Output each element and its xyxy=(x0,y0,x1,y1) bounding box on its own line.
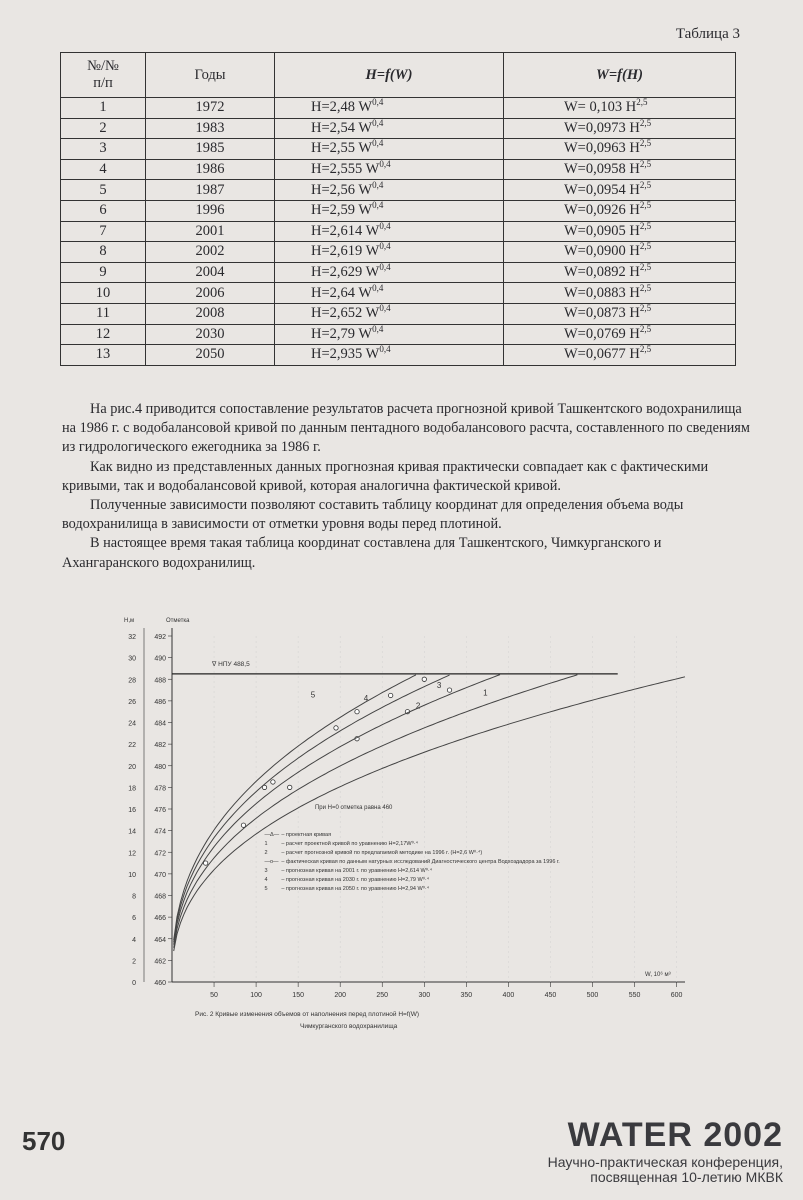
x-tick-label: 500 xyxy=(586,992,599,999)
cell-year-value: 1983 xyxy=(195,119,225,136)
cell-year-value: 1972 xyxy=(195,99,225,116)
cell-h-value: H=2,59 xyxy=(311,202,356,219)
cell-year-value: 2050 xyxy=(195,346,225,363)
data-point xyxy=(422,677,426,681)
x-tick-label: 250 xyxy=(376,992,389,999)
cell-year xyxy=(146,283,275,304)
cell-h xyxy=(275,283,504,304)
series-label: 5 xyxy=(310,690,316,700)
cell-num xyxy=(61,345,146,366)
cell-h xyxy=(275,262,504,283)
cell-h-exponent: 0,4 xyxy=(372,200,384,211)
elev-tick-label: 466 xyxy=(154,915,166,923)
legend-key: 1 xyxy=(264,841,268,848)
cell-num xyxy=(61,324,146,345)
cell-h-variable: W xyxy=(365,346,380,363)
data-point xyxy=(388,693,392,697)
x-tick-label: 350 xyxy=(460,992,473,999)
cell-h xyxy=(275,242,504,263)
h-tick-label: 32 xyxy=(128,634,136,641)
cell-w-variable: H xyxy=(629,305,640,322)
cell-h-variable: W xyxy=(365,222,380,239)
cell-year xyxy=(146,345,275,366)
cell-h xyxy=(275,345,504,366)
cell-year xyxy=(146,159,275,180)
cell-year-value: 1986 xyxy=(195,161,225,178)
h-tick-label: 24 xyxy=(128,720,136,728)
cell-w-exponent: 2,5 xyxy=(639,303,652,314)
cell-year-value: 1996 xyxy=(195,202,225,219)
table-row xyxy=(61,139,736,160)
cell-num-value: 7 xyxy=(99,222,107,239)
elev-tick-label: 464 xyxy=(154,936,166,944)
cell-w-exponent: 2,5 xyxy=(639,220,652,231)
cell-h-variable: W xyxy=(358,325,373,342)
cell-h-variable: W xyxy=(358,140,373,157)
cell-year xyxy=(146,221,275,242)
cell-w-value: W=0,0963 xyxy=(564,140,626,157)
paragraph: В настоящее время такая таблица координат составлена для Ташкентского, Чимкурганского и Ахангаранского водохранилищ. xyxy=(62,535,662,571)
figure-caption-line1: Рис. 2 Кривые изменения объемов от наполнения перед плотиной H=f(W) xyxy=(195,1011,420,1018)
elev-tick-label: 478 xyxy=(154,785,166,793)
cell-w-exponent: 2,5 xyxy=(636,97,648,108)
cell-h xyxy=(275,98,504,119)
cell-w-variable: H xyxy=(629,325,640,342)
cell-num-value: 6 xyxy=(99,202,107,219)
legend-key: —o— xyxy=(264,859,279,866)
h-tick-label: 12 xyxy=(128,850,136,858)
table-body xyxy=(61,98,736,366)
x-tick-label: 200 xyxy=(334,992,347,999)
cell-h-exponent: 0,4 xyxy=(372,179,384,190)
x-tick-label: 550 xyxy=(628,992,641,999)
table-row xyxy=(61,221,736,242)
cell-h-value: H=2,619 xyxy=(311,243,363,260)
cell-h-exponent: 0,4 xyxy=(372,138,384,149)
series-curve-1 xyxy=(174,677,685,951)
cell-h-value: H=2,614 xyxy=(311,222,363,239)
elev-tick-label: 480 xyxy=(154,763,166,771)
cell-num xyxy=(61,262,146,283)
cell-w-exponent: 2,5 xyxy=(639,179,652,190)
elev-tick-label: 476 xyxy=(154,807,166,814)
legend-text: – расчет проектной кривой по уравнению H=2,17W⁰·⁴ xyxy=(281,841,419,848)
h-tick-label: 14 xyxy=(128,828,136,836)
series-label: 1 xyxy=(483,688,488,698)
series-label: 4 xyxy=(363,693,369,703)
cell-h xyxy=(275,200,504,221)
legend-key: 5 xyxy=(264,886,268,893)
cell-w xyxy=(504,345,736,366)
y-label-left: H,м xyxy=(124,618,135,624)
elev-tick-label: 484 xyxy=(154,720,166,728)
cell-h-variable: W xyxy=(358,99,373,116)
cell-w-variable: H xyxy=(629,119,640,136)
cell-num-value: 10 xyxy=(95,284,111,301)
cell-w xyxy=(504,221,736,242)
cell-w-variable: H xyxy=(629,284,640,301)
cell-w-value: W=0,0769 xyxy=(564,325,626,342)
cell-num-value: 8 xyxy=(99,243,107,260)
cell-num xyxy=(61,200,146,221)
brand-subtitle-2: посвященная 10-летию МКВК xyxy=(590,1169,783,1185)
figure-caption-line2: Чимкурганского водохранилища xyxy=(300,1023,398,1030)
header-num-line1: №/№ xyxy=(87,58,119,74)
table-row xyxy=(61,283,736,304)
elev-tick-label: 488 xyxy=(154,677,166,685)
brand-title: WATER 2002 xyxy=(567,1116,783,1154)
cell-h xyxy=(275,324,504,345)
h-tick-label: 4 xyxy=(132,936,136,944)
cell-w xyxy=(504,242,736,263)
cell-h-variable: W xyxy=(358,202,373,219)
y-label-right: Отметка xyxy=(166,618,190,624)
table-row xyxy=(61,200,736,221)
cell-num xyxy=(61,118,146,139)
cell-num-value: 5 xyxy=(99,181,107,198)
cell-w-variable: H xyxy=(629,346,640,363)
figure xyxy=(100,616,710,1046)
cell-w-exponent: 2,5 xyxy=(639,159,652,170)
cell-w xyxy=(504,118,736,139)
cell-h xyxy=(275,118,504,139)
brand-subtitle-1: Научно-практическая конференция, xyxy=(547,1154,783,1170)
cell-w-exponent: 2,5 xyxy=(639,117,652,128)
elev-tick-label: 460 xyxy=(154,980,166,987)
cell-h-value: H=2,56 xyxy=(311,181,356,198)
cell-h-exponent: 0,4 xyxy=(379,303,391,314)
cell-w-variable: H xyxy=(629,181,640,198)
elev-tick-label: 472 xyxy=(154,850,166,858)
cell-num xyxy=(61,242,146,263)
elev-tick-label: 490 xyxy=(154,655,166,663)
legend-key: 2 xyxy=(264,850,268,857)
cell-w xyxy=(504,180,736,201)
cell-h-variable: W xyxy=(358,119,373,136)
h-tick-label: 22 xyxy=(128,742,136,750)
cell-num xyxy=(61,303,146,324)
h-tick-label: 20 xyxy=(128,763,136,771)
x-tick-label: 400 xyxy=(502,992,515,999)
elev-tick-label: 470 xyxy=(154,871,166,879)
header-year: Годы xyxy=(146,53,275,98)
cell-year-value: 2006 xyxy=(195,284,225,301)
h-tick-label: 28 xyxy=(128,677,136,685)
page-number: 570 xyxy=(22,1126,66,1156)
cell-num-value: 9 xyxy=(99,264,107,281)
x-tick-label: 450 xyxy=(544,992,557,999)
x-tick-label: 50 xyxy=(210,992,218,999)
cell-h-value: H=2,935 xyxy=(311,346,363,363)
cell-h-variable: W xyxy=(365,161,380,178)
cell-h xyxy=(275,303,504,324)
cell-w xyxy=(504,200,736,221)
cell-h-variable: W xyxy=(358,284,373,301)
cell-w-variable: H xyxy=(629,222,640,239)
h-tick-label: 26 xyxy=(128,698,136,706)
x-tick-label: 300 xyxy=(418,992,431,999)
cell-h-exponent: 0,4 xyxy=(372,97,384,108)
cell-h-exponent: 0,4 xyxy=(379,262,391,273)
cell-w xyxy=(504,324,736,345)
table-header-row xyxy=(61,53,736,98)
cell-w-value: W=0,0677 xyxy=(564,346,626,363)
cell-w-variable: H xyxy=(629,161,640,178)
legend-text: – фактическая кривая по данным натурных исследований Диагностического центра Водхоздадора за 1996 г. xyxy=(281,859,560,866)
cell-w-value: W=0,0900 xyxy=(564,243,626,260)
cell-w xyxy=(504,139,736,160)
table-row xyxy=(61,159,736,180)
cell-h-variable: W xyxy=(358,181,373,198)
x-tick-label: 150 xyxy=(292,992,304,999)
cell-w-exponent: 2,5 xyxy=(639,282,652,293)
cell-year-value: 2001 xyxy=(195,222,225,239)
table-row xyxy=(61,345,736,366)
table-row xyxy=(61,303,736,324)
table-row xyxy=(61,242,736,263)
data-point xyxy=(334,726,338,730)
cell-num-value: 11 xyxy=(96,305,110,322)
header-num xyxy=(61,53,146,98)
cell-year-value: 1987 xyxy=(195,181,225,198)
cell-num xyxy=(61,180,146,201)
cell-w-exponent: 2,5 xyxy=(639,241,652,252)
series-curve-2 xyxy=(174,675,578,948)
coefficients-table xyxy=(60,52,736,366)
series-curve-4 xyxy=(174,675,450,942)
x-tick-label: 600 xyxy=(670,992,683,999)
cell-h xyxy=(275,159,504,180)
cell-w-exponent: 2,5 xyxy=(639,200,652,211)
cell-num xyxy=(61,159,146,180)
data-point xyxy=(271,780,275,784)
cell-num xyxy=(61,283,146,304)
h-tick-label: 18 xyxy=(128,785,136,793)
legend-text: – прогнозная кривая на 2001 г. по уравнению H=2,614 W⁰·⁴ xyxy=(281,868,433,875)
cell-w-value: W=0,0973 xyxy=(564,119,626,136)
cell-year xyxy=(146,180,275,201)
legend-text: – прогнозная кривая на 2030 г. по уравнению H=2,79 W⁰·⁴ xyxy=(281,877,430,884)
h-tick-label: 16 xyxy=(128,807,136,814)
cell-year xyxy=(146,118,275,139)
cell-h-value: H=2,629 xyxy=(311,264,363,281)
h-tick-label: 8 xyxy=(132,893,136,901)
legend-text: – расчет прогнозной кривой по предлагаемой методике на 1996 г. (H=2,6 W⁰·⁴) xyxy=(281,850,483,857)
cell-h-value: H=2,652 xyxy=(311,305,363,322)
data-point xyxy=(447,688,451,692)
cell-num-value: 13 xyxy=(95,346,111,363)
body-text xyxy=(62,400,752,573)
cell-h-value: H=2,55 xyxy=(311,140,356,157)
cell-w-value: W=0,0958 xyxy=(564,161,626,178)
paragraph: Как видно из представленных данных прогнозная кривая практически совпадает как с фактическими кривыми, так и водобалансовой кривой, которая аналогична фактической кривой. xyxy=(62,458,709,494)
legend-key: 4 xyxy=(264,877,268,884)
cell-h xyxy=(275,180,504,201)
npu-label: ∇ НПУ 488,5 xyxy=(212,660,250,668)
header-num-line2: п/п xyxy=(93,75,113,91)
cell-num xyxy=(61,139,146,160)
cell-h-exponent: 0,4 xyxy=(372,282,384,293)
x-tick-label: 100 xyxy=(250,992,262,999)
cell-w xyxy=(504,159,736,180)
elev-tick-label: 482 xyxy=(154,742,166,750)
cell-year xyxy=(146,98,275,119)
cell-w-exponent: 2,5 xyxy=(639,138,652,149)
cell-w-variable: H xyxy=(625,99,637,116)
elev-tick-label: 492 xyxy=(154,634,166,641)
volume-curve-chart xyxy=(100,616,710,1046)
cell-h-value: H=2,64 xyxy=(311,284,356,301)
legend-key: —Δ— xyxy=(264,832,280,839)
elev-tick-label: 486 xyxy=(154,698,166,706)
cell-w xyxy=(504,303,736,324)
cell-w-value: W=0,0926 xyxy=(564,202,626,219)
cell-num xyxy=(61,221,146,242)
series-label: 3 xyxy=(436,680,442,690)
cell-num xyxy=(61,98,146,119)
table-row xyxy=(61,118,736,139)
h-tick-label: 30 xyxy=(128,655,136,663)
cell-w xyxy=(504,283,736,304)
legend-key: 3 xyxy=(264,868,268,875)
cell-h-value: H=2,555 xyxy=(311,161,363,178)
cell-year xyxy=(146,139,275,160)
legend-text: – прогнозная кривая на 2050 г. по уравнению H=2,94 W⁰·⁴ xyxy=(281,886,430,893)
elev-tick-label: 462 xyxy=(154,958,166,966)
cell-h-variable: W xyxy=(365,264,380,281)
cell-w-exponent: 2,5 xyxy=(639,323,652,334)
table-caption: Таблица 3 xyxy=(675,26,740,42)
cell-h-exponent: 0,4 xyxy=(379,159,391,170)
cell-year-value: 2030 xyxy=(195,325,225,342)
h-tick-label: 2 xyxy=(132,958,136,966)
cell-h-exponent: 0,4 xyxy=(372,323,384,334)
table-row xyxy=(61,98,736,119)
paragraph: На рис.4 приводится сопоставление результатов расчета прогнозной кривой Ташкентского водохранилища на 1986 г. с водобалансовой кривой по данным пентадного водобалансового расчта, составленного по сведениям из гидрологического ежегодника за 1986 г. xyxy=(62,401,750,456)
header-w: W=f(H) xyxy=(504,53,736,98)
chart-note: При H=0 отметка равна 460 xyxy=(314,805,393,811)
cell-w-variable: H xyxy=(629,264,640,281)
cell-num-value: 12 xyxy=(95,325,111,342)
cell-year xyxy=(146,303,275,324)
cell-year xyxy=(146,262,275,283)
cell-w-value: W=0,0905 xyxy=(564,222,626,239)
cell-w xyxy=(504,262,736,283)
cell-h-variable: W xyxy=(365,243,380,260)
x-label: W, 10⁶ м³ xyxy=(645,972,671,978)
cell-year xyxy=(146,324,275,345)
cell-num-value: 4 xyxy=(99,161,107,178)
cell-w-value: W= 0,103 xyxy=(564,99,623,116)
cell-h-value: H=2,79 xyxy=(311,325,356,342)
cell-year xyxy=(146,242,275,263)
cell-w-variable: H xyxy=(629,243,640,260)
cell-w-value: W=0,0892 xyxy=(564,264,626,281)
cell-w-exponent: 2,5 xyxy=(639,344,652,355)
cell-w-value: W=0,0954 xyxy=(564,181,626,198)
legend-text: – проектная кривая xyxy=(281,832,332,839)
cell-h-value: H=2,48 xyxy=(311,99,356,116)
header-h: H=f(W) xyxy=(275,53,504,98)
h-tick-label: 10 xyxy=(128,871,136,879)
paragraph: Полученные зависимости позволяют составить таблицу координат для определения объема воды водохранилища в зависимости от отметки уровня воды перед плотиной. xyxy=(62,497,684,533)
cell-w-exponent: 2,5 xyxy=(639,262,652,273)
cell-h-exponent: 0,4 xyxy=(379,241,391,252)
data-point xyxy=(203,861,207,865)
cell-h xyxy=(275,139,504,160)
cell-year-value: 1985 xyxy=(195,140,225,157)
cell-w-variable: H xyxy=(629,202,640,219)
h-tick-label: 0 xyxy=(132,980,136,987)
cell-w-variable: H xyxy=(629,140,640,157)
cell-w-value: W=0,0883 xyxy=(564,284,626,301)
cell-h-value: H=2,54 xyxy=(311,119,356,136)
cell-year xyxy=(146,200,275,221)
cell-h-exponent: 0,4 xyxy=(372,117,384,128)
elev-tick-label: 468 xyxy=(154,893,166,901)
series-label: 2 xyxy=(415,701,421,711)
cell-num-value: 1 xyxy=(99,99,107,116)
cell-year-value: 2008 xyxy=(195,305,225,322)
conference-logo xyxy=(548,1116,783,1185)
elev-tick-label: 474 xyxy=(154,828,166,836)
cell-h-exponent: 0,4 xyxy=(379,220,391,231)
table-row xyxy=(61,262,736,283)
cell-h xyxy=(275,221,504,242)
table-row xyxy=(61,180,736,201)
cell-h-exponent: 0,4 xyxy=(379,344,391,355)
cell-w-value: W=0,0873 xyxy=(564,305,626,322)
cell-year-value: 2004 xyxy=(195,264,225,281)
data-point xyxy=(355,709,359,713)
h-tick-label: 6 xyxy=(132,915,136,923)
data-point xyxy=(288,785,292,789)
cell-h-variable: W xyxy=(365,305,380,322)
cell-w xyxy=(504,98,736,119)
cell-num-value: 2 xyxy=(99,119,107,136)
cell-year-value: 2002 xyxy=(195,243,225,260)
table-row xyxy=(61,324,736,345)
cell-num-value: 3 xyxy=(99,140,107,157)
